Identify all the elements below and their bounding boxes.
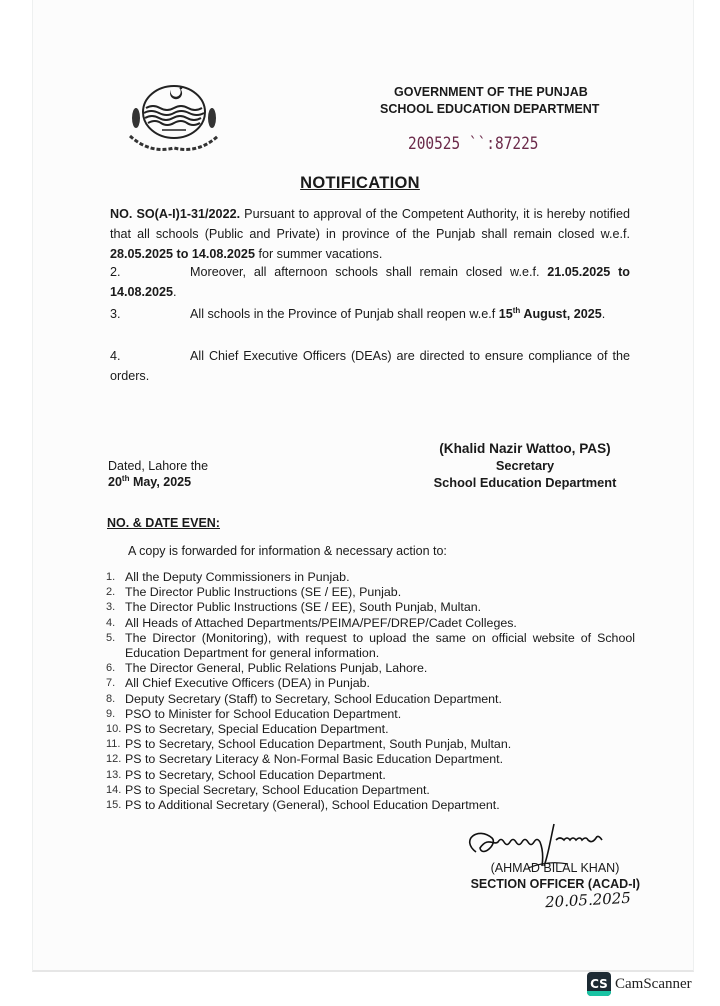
list-item: 13. PS to Secretary, School Education Department. (106, 767, 386, 782)
camscanner-watermark (587, 972, 692, 996)
list-item: 15. PS to Additional Secretary (General), School Education Department. (106, 798, 500, 813)
handwritten-date: 20.05.2025 (544, 888, 632, 912)
secretary-name: (Khalid Nazir Wattoo, PAS) (439, 441, 611, 456)
secretary-department: School Education Department (433, 475, 617, 490)
section-officer-designation: SECTION OFFICER (ACAD-I) (470, 877, 640, 891)
page-title: NOTIFICATION (300, 174, 420, 192)
reference-number: NO. SO(A-I)1-31/2022. (110, 207, 241, 221)
letterhead (380, 84, 630, 118)
endorsement-heading: NO. & DATE EVEN: (107, 516, 220, 530)
paragraph-2: 2. Moreover, all afternoon schools shall remain closed w.e.f. 21.05.2025 to 14.08.2025. (110, 265, 631, 299)
diary-stamp-number: 200525 ``:87225 (408, 134, 539, 154)
list-item: 4. All Heads of Attached Departments/PEIMA/PEF/DREP/Cadet Colleges. (106, 615, 517, 630)
section-officer-name: (AHMAD BILAL KHAN) (490, 861, 620, 875)
camscanner-logo-icon: CS (587, 972, 611, 996)
secretary-signature-block (420, 440, 630, 491)
distribution-list (106, 570, 646, 813)
list-item: 12. PS to Secretary Literacy & Non-Formal Basic Education Department. (106, 752, 504, 767)
list-item: 11. PS to Secretary, School Education Department, South Punjab, Multan. (106, 737, 512, 752)
vacation-dates: 28.05.2025 to 14.08.2025 (110, 247, 255, 261)
dated-block: Dated, Lahore the 20th May, 2025 (108, 459, 209, 489)
list-item: 3. The Director Public Instructions (SE / EE), South Punjab, Multan. (106, 600, 482, 615)
list-item: 1. All the Deputy Commissioners in Punjab. (106, 570, 350, 584)
issue-date: 20th May, 2025 (108, 473, 192, 489)
list-item: 14. PS to Special Secretary, School Education Department. (106, 782, 430, 797)
list-item: 9. PSO to Minister for School Education Department. (106, 706, 402, 721)
list-item: 10. PS to Secretary, Special Education Department. (106, 722, 389, 737)
punjab-emblem-icon (124, 76, 224, 158)
government-name: GOVERNMENT OF THE PUNJAB (394, 85, 588, 99)
paragraph-3: 3. All schools in the Province of Punjab shall reopen w.e.f 15th August, 2025. (110, 305, 606, 321)
camscanner-brand: CamScanner (615, 975, 692, 992)
list-item: 8. Deputy Secretary (Staff) to Secretary, School Education Department. (106, 691, 502, 706)
endorsement-intro: A copy is forwarded for information & necessary action to: (128, 544, 447, 558)
list-item: 5. The Director (Monitoring), with request to upload the same on official website of School Education Department for general information. (106, 630, 635, 661)
list-item: 6. The Director General, Public Relations Punjab, Lahore. (106, 661, 428, 676)
secretary-title: Secretary (495, 458, 555, 473)
afternoon-closure-dates: 21.05.2025 to 14.08.2025 (110, 265, 631, 299)
paragraph-1: NO. SO(A-I)1-31/2022. Pursuant to approval of the Competent Authority, it is hereby notified that all schools (Public and Private) in province of the Punjab shall remain closed w.e.f. 28.05.2025 to 14.08.2025 for summer vacations. (110, 207, 630, 261)
department-name: SCHOOL EDUCATION DEPARTMENT (380, 102, 600, 116)
paragraph-4: 4. All Chief Executive Officers (DEAs) are directed to ensure compliance of the orders. (110, 349, 630, 383)
section-officer-block (440, 860, 640, 892)
list-item: 7. All Chief Executive Officers (DEA) in Punjab. (106, 676, 370, 691)
list-item: 2. The Director Public Instructions (SE / EE), Punjab. (106, 585, 402, 600)
reopen-date: 15th August, 2025 (498, 305, 602, 321)
